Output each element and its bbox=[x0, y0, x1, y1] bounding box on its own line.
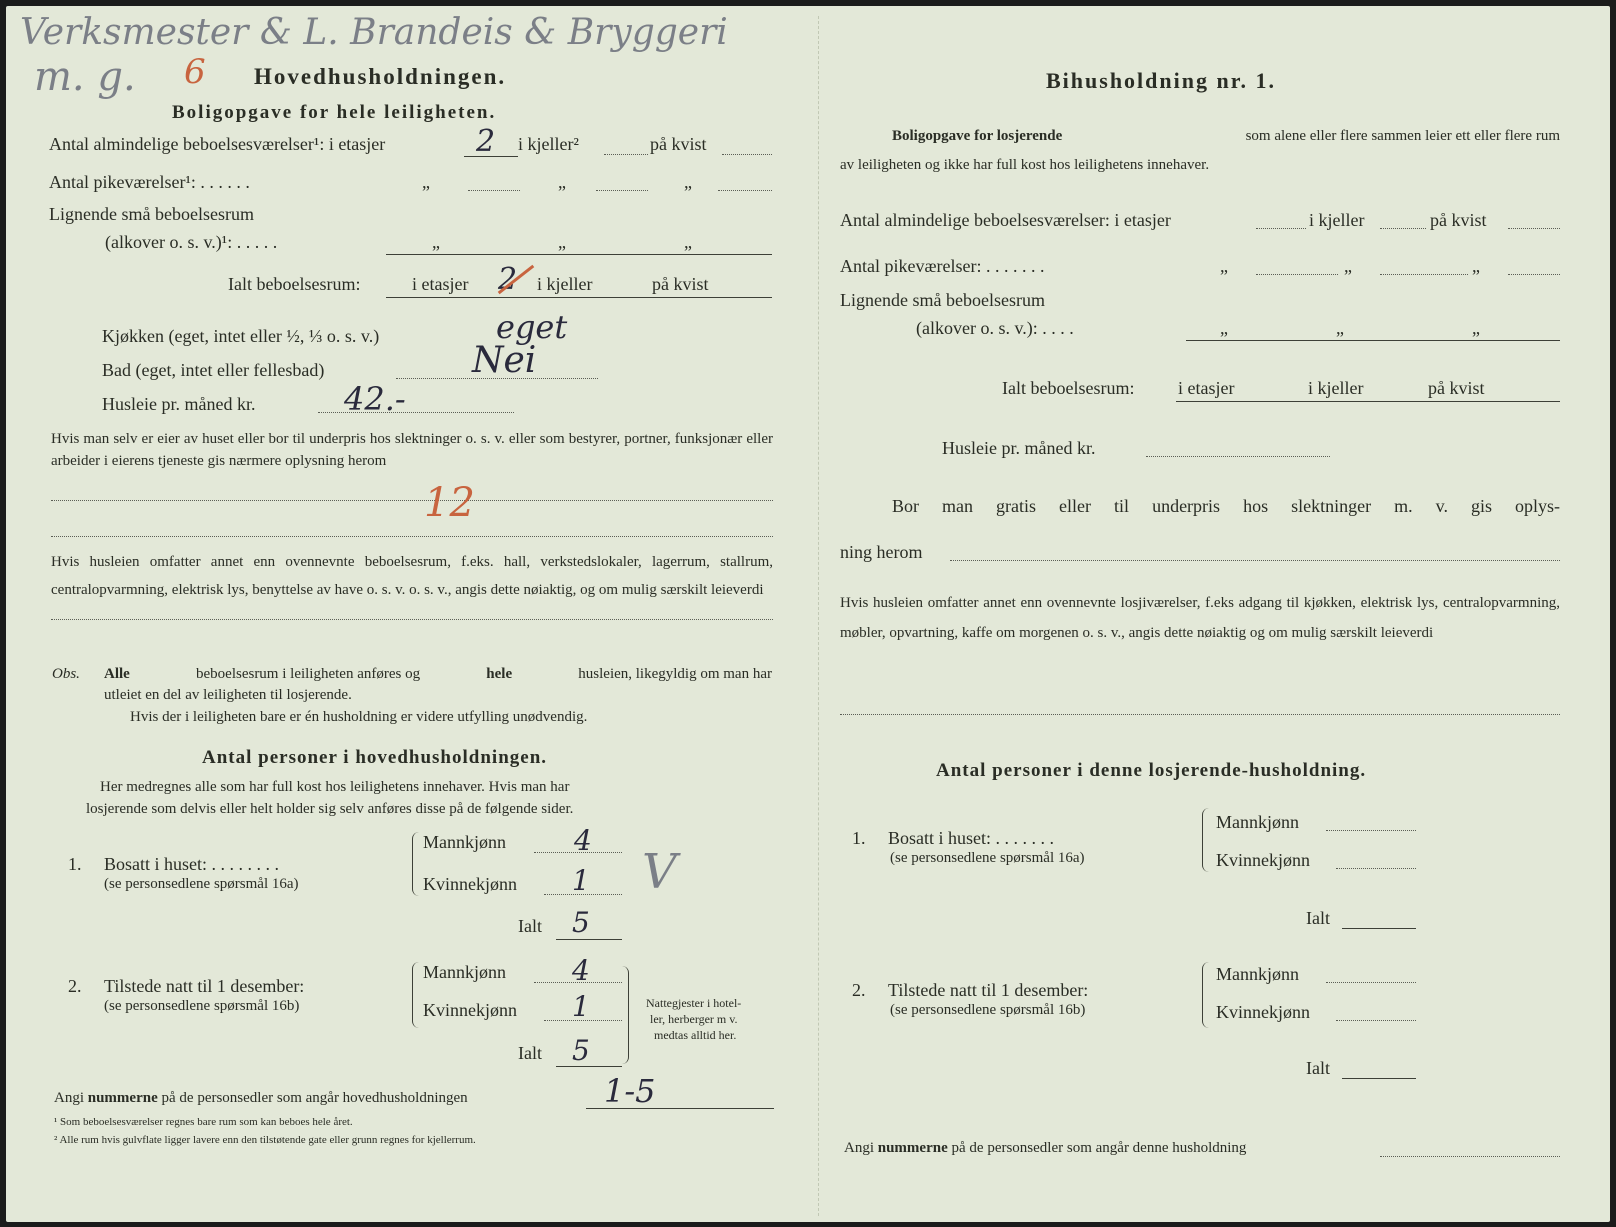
r-q2-mann-label: Mannkjønn bbox=[1216, 964, 1299, 984]
angi-value: 1-5 bbox=[604, 1072, 656, 1110]
pike-label: Antal pikeværelser¹: . . . . . . bbox=[49, 172, 250, 192]
page-fold-divider bbox=[818, 16, 819, 1216]
intro-bold: Boligopgave for losjerende bbox=[892, 128, 1063, 144]
page-title-right: Bihusholdning nr. 1. bbox=[1046, 68, 1276, 93]
r-q1-number: 1. bbox=[852, 828, 866, 848]
ditto-mark: „ bbox=[1344, 256, 1352, 276]
ditto-mark: „ bbox=[432, 232, 440, 252]
r-q2-ialt-label: Ialt bbox=[1306, 1058, 1330, 1078]
kjokken-value: eget bbox=[496, 308, 568, 346]
q1-ialt-value: 5 bbox=[572, 906, 590, 939]
q2-mann-value: 4 bbox=[572, 954, 590, 987]
antal-label: Antal almindelige beboelsesværelser¹: i etasjer bbox=[49, 134, 386, 154]
eier-line bbox=[51, 500, 773, 501]
r-q2-label: Tilstede natt til 1 desember: bbox=[888, 980, 1089, 1000]
r-ialt-kjeller: i kjeller bbox=[1308, 378, 1364, 398]
census-form-sheet bbox=[6, 6, 1610, 1222]
q1-kvinne-value: 1 bbox=[572, 864, 590, 897]
r-q1-ialt-line bbox=[1342, 928, 1416, 929]
handwritten-code: m. g. bbox=[34, 54, 136, 100]
intro-line-1 bbox=[892, 128, 1560, 145]
q1-brace bbox=[412, 832, 419, 896]
q2-sub: (se personsedlene spørsmål 16b) bbox=[104, 998, 300, 1014]
obs-line-2: utleiet en del av leiligheten til losjerende. bbox=[104, 687, 352, 703]
husleie-value: 42.- bbox=[344, 380, 406, 418]
r-q1-mann-line bbox=[1326, 830, 1416, 831]
angi-text: Angi bbox=[54, 1090, 84, 1106]
eier-line bbox=[51, 536, 773, 537]
r-q1-sub: (se personsedlene spørsmål 16a) bbox=[890, 850, 1085, 866]
personer-note-2: losjerende som delvis eller helt holder sig selv anføres disse på de følgende sider. bbox=[86, 801, 574, 817]
intro-text: som alene eller flere sammen leier ett eller flere rum bbox=[1245, 128, 1560, 144]
ditto-mark: „ bbox=[684, 232, 692, 252]
r-ialt-etasjer: i etasjer bbox=[1178, 378, 1235, 398]
q2-kvinne-value: 1 bbox=[572, 990, 590, 1023]
r-kvist-label: på kvist bbox=[1430, 210, 1487, 230]
angi-text: på de personsedler som angår denne husholdning bbox=[951, 1140, 1247, 1156]
red-handwritten-mark: 12 bbox=[424, 480, 475, 526]
r-angi-line bbox=[1380, 1156, 1560, 1157]
q2-ialt-label: Ialt bbox=[518, 1043, 542, 1063]
q2-mann-label: Mannkjønn bbox=[423, 962, 506, 982]
r-husleie-line bbox=[1146, 456, 1330, 457]
obs-label: Obs. bbox=[52, 666, 80, 682]
r-q1-label: Bosatt i huset: . . . . . . . bbox=[888, 828, 1054, 848]
r-q1-ialt-label: Ialt bbox=[1306, 908, 1330, 928]
ialt-etasjer-label: i etasjer bbox=[412, 274, 469, 294]
husleie-label: Husleie pr. måned kr. bbox=[102, 394, 256, 414]
natt-note-3: medtas alltid her. bbox=[654, 1028, 737, 1042]
q1-kvinne-label: Kvinnekjønn bbox=[423, 874, 517, 894]
personer-title-left: Antal personer i hovedhusholdningen. bbox=[202, 747, 548, 768]
obs-line-1 bbox=[104, 666, 772, 683]
q1-number: 1. bbox=[68, 854, 82, 874]
angi-text: Angi bbox=[844, 1140, 874, 1156]
ditto-mark: „ bbox=[422, 172, 430, 192]
r-husleie-label: Husleie pr. måned kr. bbox=[942, 438, 1096, 458]
pike-line bbox=[468, 190, 520, 191]
q2-ialt-value: 5 bbox=[572, 1034, 590, 1067]
r-q1-mann-label: Mannkjønn bbox=[1216, 812, 1299, 832]
pike-line bbox=[596, 190, 648, 191]
page-title-left: Hovedhusholdningen. bbox=[254, 64, 507, 89]
bad-value: Nei bbox=[472, 340, 537, 381]
r-ialt-line bbox=[1176, 401, 1560, 402]
angi-text: på de personsedler som angår hovedhusholdningen bbox=[161, 1090, 468, 1106]
r-alkover-line bbox=[1186, 340, 1560, 341]
ialt-etasjer-value: 2 bbox=[498, 262, 518, 297]
kvist-line bbox=[722, 154, 772, 155]
r-omfatter-line bbox=[840, 714, 1560, 715]
natt-note-2: ler, herberger m v. bbox=[650, 1012, 738, 1026]
omfatter-paragraph: Hvis husleien omfatter annet enn ovennevnte beboelsesrum, f.eks. hall, verkstedslokaler, lagerrum, stallrum, centralopvarmning, elektrisk lys, benyttelse av have o. s. v. o. s. v., angis dette nøiaktig, og om mulig særskilt leieverdi bbox=[51, 554, 773, 598]
alkover-line bbox=[386, 254, 772, 255]
r-kjeller-label: i kjeller bbox=[1309, 210, 1365, 230]
ditto-mark: „ bbox=[684, 172, 692, 192]
lignende-label: Lignende små beboelsesrum bbox=[49, 204, 254, 224]
kjeller-line bbox=[604, 154, 648, 155]
personer-title-right: Antal personer i denne losjerende-husholdning. bbox=[936, 760, 1367, 781]
ditto-mark: „ bbox=[1472, 256, 1480, 276]
kjeller-label: i kjeller² bbox=[518, 134, 579, 154]
intro-line-2: av leiligheten og ikke har full kost hos leilighetens innehaver. bbox=[840, 157, 1210, 173]
angi-nummerne-bold: nummerne bbox=[87, 1090, 158, 1106]
etasjer-value: 2 bbox=[476, 124, 496, 159]
q1-mann-value: 4 bbox=[574, 824, 592, 857]
alkover-label: (alkover o. s. v.)¹: . . . . . bbox=[105, 232, 278, 252]
angi-nummerne-left bbox=[54, 1090, 468, 1107]
footnote-2: ² Alle rum hvis gulvflate ligger lavere enn den tilstøtende gate eller grunn regnes for kjellerrum. bbox=[54, 1134, 476, 1146]
ditto-mark: „ bbox=[1336, 318, 1344, 338]
r-q1-brace bbox=[1202, 808, 1209, 872]
r-omfatter-paragraph: Hvis husleien omfatter annet enn ovennevnte losjiværelser, f.eks adgang til kjøkken, elektrisk lys, centralopvarmning, møbler, opvartning, kaffe om morgenen o. s. v., angis dette nøiaktig og om mulig særskilt leieverdi bbox=[840, 595, 1560, 641]
kjokken-label: Kjøkken (eget, intet eller ½, ⅓ o. s. v.) bbox=[102, 326, 380, 346]
ditto-mark: „ bbox=[558, 232, 566, 252]
gratis-line-2: ning herom bbox=[840, 542, 923, 562]
gratis-line-1: Bor man gratis eller til underpris hos slektninger m. v. gis oplys- bbox=[892, 496, 1560, 516]
r-ialt-kvist: på kvist bbox=[1428, 378, 1485, 398]
kvist-label: på kvist bbox=[650, 134, 707, 154]
ialt-line bbox=[386, 297, 772, 298]
ialt-kjeller-label: i kjeller bbox=[537, 274, 593, 294]
obs-line-3: Hvis der i leiligheten bare er én husholdning er videre utfylling unødvendig. bbox=[130, 709, 588, 725]
footnote-1: ¹ Som beboelsesværelser regnes bare rum som kan beboes hele året. bbox=[54, 1116, 353, 1128]
ialt-label: Ialt beboelsesrum: bbox=[228, 274, 361, 294]
obs-alle: Alle bbox=[104, 666, 130, 682]
r-pike-line bbox=[1256, 274, 1338, 275]
r-q2-mann-line bbox=[1326, 982, 1416, 983]
r-antal-label: Antal almindelige beboelsesværelser: i etasjer bbox=[840, 210, 1171, 230]
q2-brace bbox=[412, 962, 419, 1028]
pencil-check-mark: V bbox=[642, 844, 677, 900]
r-q1-kvinne-label: Kvinnekjønn bbox=[1216, 850, 1310, 870]
subtitle-left: Boligopgave for hele leiligheten. bbox=[172, 102, 497, 123]
r-q2-kvinne-label: Kvinnekjønn bbox=[1216, 1002, 1310, 1022]
r-q2-kvinne-line bbox=[1336, 1020, 1416, 1021]
r-q2-sub: (se personsedlene spørsmål 16b) bbox=[890, 1002, 1086, 1018]
personer-note-1: Her medregnes alle som har full kost hos leilighetens innehaver. Hvis man har bbox=[100, 779, 570, 795]
r-q2-ialt-line bbox=[1342, 1078, 1416, 1079]
obs-hele: hele bbox=[486, 666, 513, 682]
ditto-mark: „ bbox=[1220, 318, 1228, 338]
q1-ialt-label: Ialt bbox=[518, 916, 542, 936]
r-pike-line bbox=[1508, 274, 1560, 275]
obs-text: beboelsesrum i leiligheten anføres og bbox=[196, 666, 421, 682]
r-q2-brace bbox=[1202, 962, 1209, 1028]
q1-sub: (se personsedlene spørsmål 16a) bbox=[104, 876, 299, 892]
r-q1-kvinne-line bbox=[1336, 868, 1416, 869]
q1-ialt-line bbox=[556, 939, 622, 940]
ditto-mark: „ bbox=[1472, 318, 1480, 338]
r-etasjer-line bbox=[1256, 228, 1306, 229]
angi-nummerne-right bbox=[844, 1140, 1246, 1157]
ialt-kvist-label: på kvist bbox=[652, 274, 709, 294]
r-kvist-line bbox=[1508, 228, 1560, 229]
r-pike-line bbox=[1380, 274, 1468, 275]
ditto-mark: „ bbox=[558, 172, 566, 192]
q1-label: Bosatt i huset: . . . . . . . . bbox=[104, 854, 279, 874]
q1-mann-label: Mannkjønn bbox=[423, 832, 506, 852]
omfatter-line bbox=[51, 619, 773, 620]
r-lignende-label: Lignende små beboelsesrum bbox=[840, 290, 1045, 310]
r-q2-number: 2. bbox=[852, 980, 866, 1000]
obs-text: husleien, likegyldig om man har bbox=[578, 666, 772, 682]
gratis-line bbox=[950, 560, 1560, 561]
ditto-mark: „ bbox=[1220, 256, 1228, 276]
r-kjeller-line bbox=[1380, 228, 1426, 229]
q2-label: Tilstede natt til 1 desember: bbox=[104, 976, 305, 996]
eier-paragraph: Hvis man selv er eier av huset eller bor til underpris hos slektninger o. s. v. eller som bestyrer, portner, funksjonær eller arbeider i eierens tjeneste gis nærmere oplysning herom bbox=[51, 431, 773, 469]
bad-label: Bad (eget, intet eller fellesbad) bbox=[102, 360, 325, 380]
r-alkover-label: (alkover o. s. v.): . . . . bbox=[916, 318, 1074, 338]
handwritten-code-red: 6 bbox=[184, 52, 206, 92]
r-ialt-label: Ialt beboelsesrum: bbox=[1002, 378, 1135, 398]
angi-nummerne-bold: nummerne bbox=[877, 1140, 948, 1156]
q2-number: 2. bbox=[68, 976, 82, 996]
q2-right-brace bbox=[622, 966, 629, 1064]
natt-note-1: Nattegjester i hotel- bbox=[646, 996, 742, 1010]
handwritten-heading: Verksmester & L. Brandeis & Bryggeri bbox=[20, 12, 728, 53]
q2-kvinne-label: Kvinnekjønn bbox=[423, 1000, 517, 1020]
r-pike-label: Antal pikeværelser: . . . . . . . bbox=[840, 256, 1045, 276]
pike-line bbox=[718, 190, 772, 191]
